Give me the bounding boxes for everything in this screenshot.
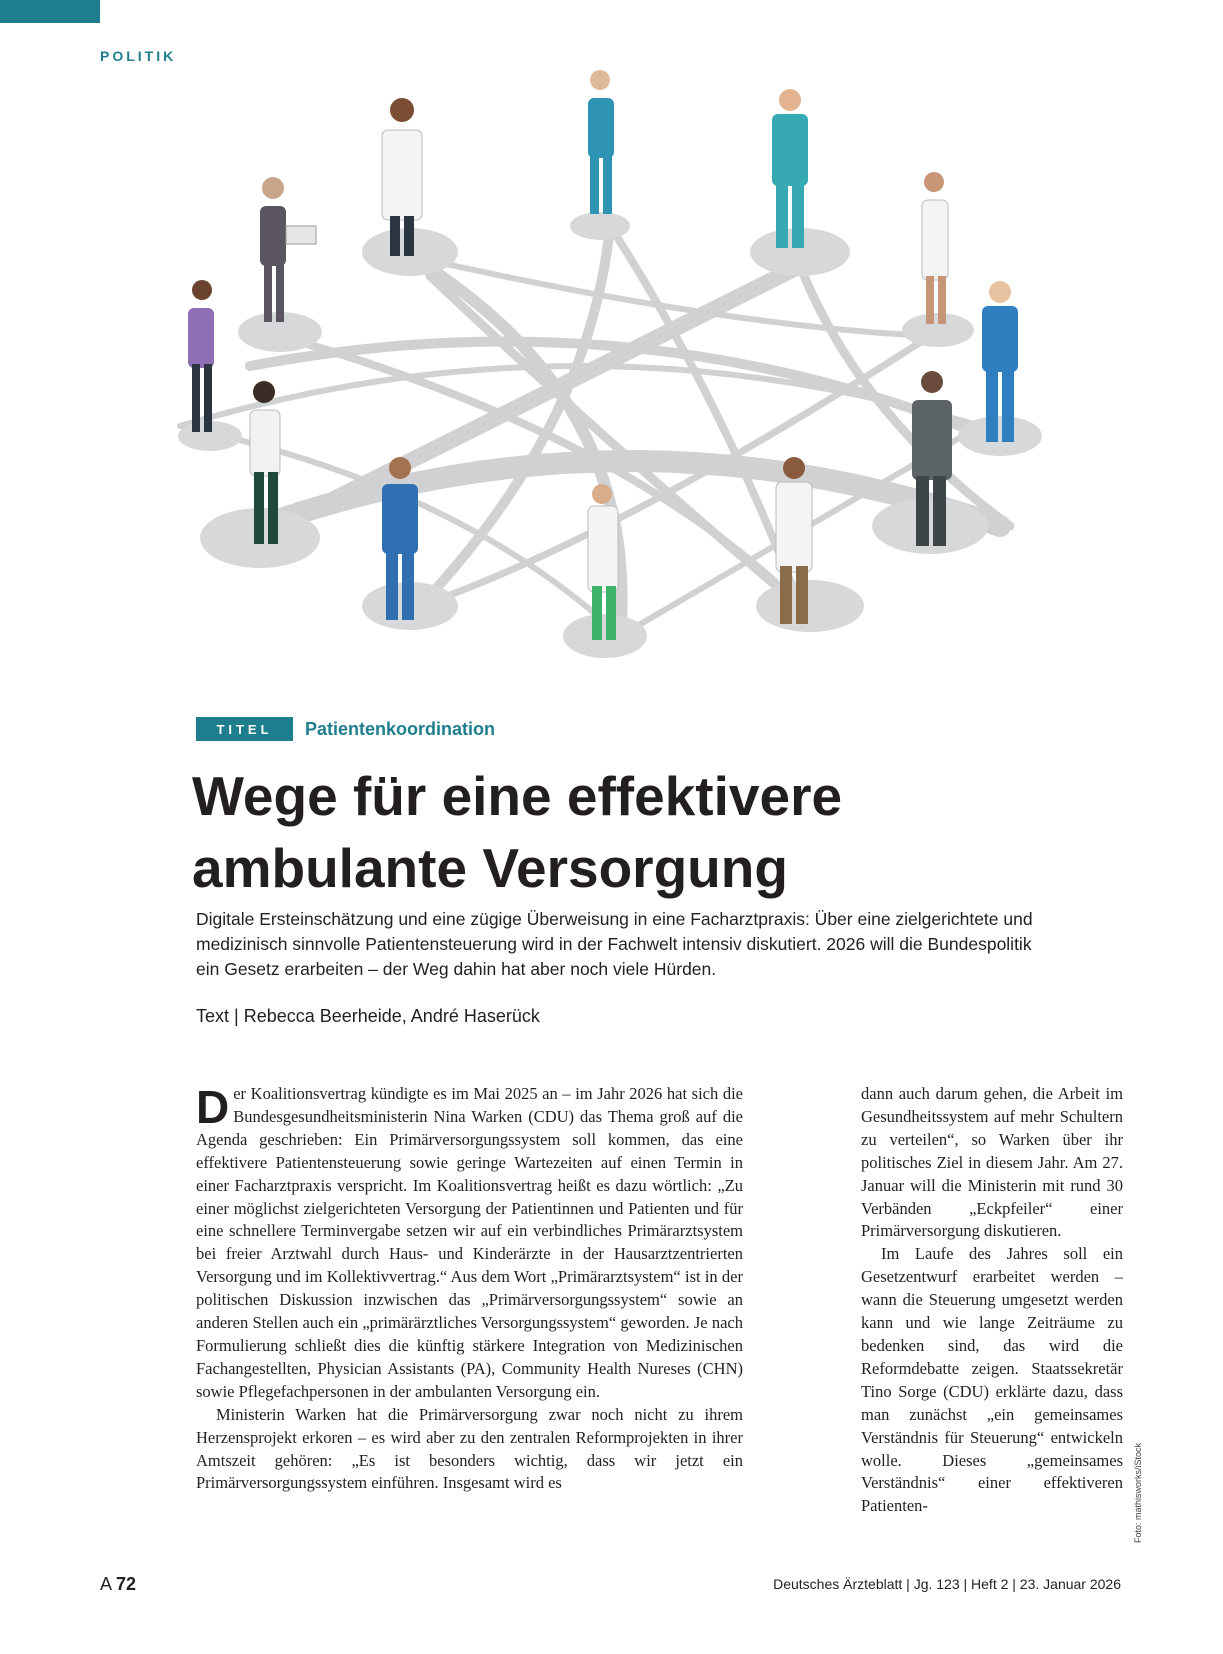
person-purple-shirt <box>188 280 214 432</box>
page-number-value: 72 <box>116 1574 137 1594</box>
body-paragraph: dann auch darum gehen, die Arbeit im Gesundheitssystem auf mehr Schultern zu verteilen“, so Warken über ihr politisches Ziel in diesem Jahr. Am 27. Januar will die Ministerin mit rund 30 Verbänden „Eckpfeiler“ einer Primärversorgung diskutieren. <box>861 1084 1123 1241</box>
titel-badge: TITEL <box>196 717 293 741</box>
page-number <box>100 1574 136 1595</box>
person-laptop <box>260 177 316 322</box>
body-text: er Koalitionsvertrag kündigte es im Mai 2025 an – im Jahr 2026 hat sich die Bundesgesundheitsministerin Nina Warken (CDU) das Thema groß auf die Agenda geschrieben: Ein Primärversorgungssystem soll kommen, das eine effektivere Patientensteuerung sowie geringe Wartezeiten auf einen Termin in einer Facharztpraxis verspricht. Im Koalitionsvertrag heißt es dazu wörtlich: „Zu einer möglichst zielgerichteten Versorgung der Patientinnen und Patienten und für eine schnellere Terminvergabe setzen wir auf ein verbindliches Primärarztsystem bei freier Arztwahl durch Haus- und Kinderärzte in der Hausarztzentrierten Versorgung und im Kollektivvertrag.“ Aus dem Wort „Primärarztsystem“ ist in der politischen Diskussion inzwischen das „Primärversorgungssystem“ sowie an anderen Stellen auch ein „primärärztliches Versorgungssystem“ geworden. Je nach Formulierung schließt dies die künftig stärkere Integration von Medizinischen Fachangestellten, Physician Assistants (PA), Community Health Nureses (CHN) sowie Pflegefachpersonen in der ambulanten Versorgung ein. <box>196 1084 743 1401</box>
photo-credit: Foto: mathisworks/iStock <box>1133 1443 1143 1544</box>
dropcap: D <box>196 1081 230 1133</box>
body-column-left <box>196 1083 743 1495</box>
body-paragraph <box>196 1083 743 1404</box>
person-surgeon <box>772 89 808 248</box>
section-label: POLITIK <box>100 48 177 64</box>
footer-source: Deutsches Ärzteblatt | Jg. 123 | Heft 2 | 23. Januar 2026 <box>773 1576 1121 1592</box>
section-color-bar <box>0 0 100 23</box>
person-doctor-female-1 <box>922 172 948 324</box>
headline-line-2: ambulante Versorgung <box>192 837 788 899</box>
headline <box>192 760 1092 904</box>
person-nurse-phone <box>588 70 614 214</box>
body-column-right <box>861 1083 1123 1518</box>
kicker <box>196 717 495 741</box>
page-prefix: A <box>100 1574 112 1594</box>
byline: Text | Rebecca Beerheide, André Haserück <box>196 1006 540 1026</box>
lead-paragraph: Digitale Ersteinschätzung und eine zügige Überweisung in eine Facharztpraxis: Über eine zielgerichtete und medizinisch sinnvolle Patientensteuerung wird in der Fachwelt intensiv diskutiert. 2026 will die Bundespolitik ein Gesetz erarbeiten – der Weg dahin hat aber noch viele Hürden. <box>196 909 1033 979</box>
body-paragraph: Ministerin Warken hat die Primärversorgung zwar noch nicht zu ihrem Herzensprojekt erkoren – es wird aber zu den zentralen Reformprojekten in ihrer Amtszeit gehören: „Es ist besonders wichtig, dass wir jetzt ein Primärversorgungssystem einführen. Insgesamt wird es <box>196 1404 743 1493</box>
kicker-topic: Patientenkoordination <box>305 718 496 739</box>
network-illustration <box>160 66 1090 706</box>
headline-line-1: Wege für eine effektivere <box>192 765 843 827</box>
body-paragraph: Im Laufe des Jahres soll ein Gesetzentwurf erarbeitet werden – wann die Steuerung umgesetzt werden kann und wie lange Zeiträume zu bedenken sind, das wird die Reformdebatte zeigen. Staatssekretär Tino Sorge (CDU) erklärte dazu, dass man zunächst „ein gemeinsames Verständnis für Steuerung“ entwickeln wolle. Dieses „gemeinsames Verständnis“ einer effektiveren Patienten- <box>861 1244 1123 1516</box>
